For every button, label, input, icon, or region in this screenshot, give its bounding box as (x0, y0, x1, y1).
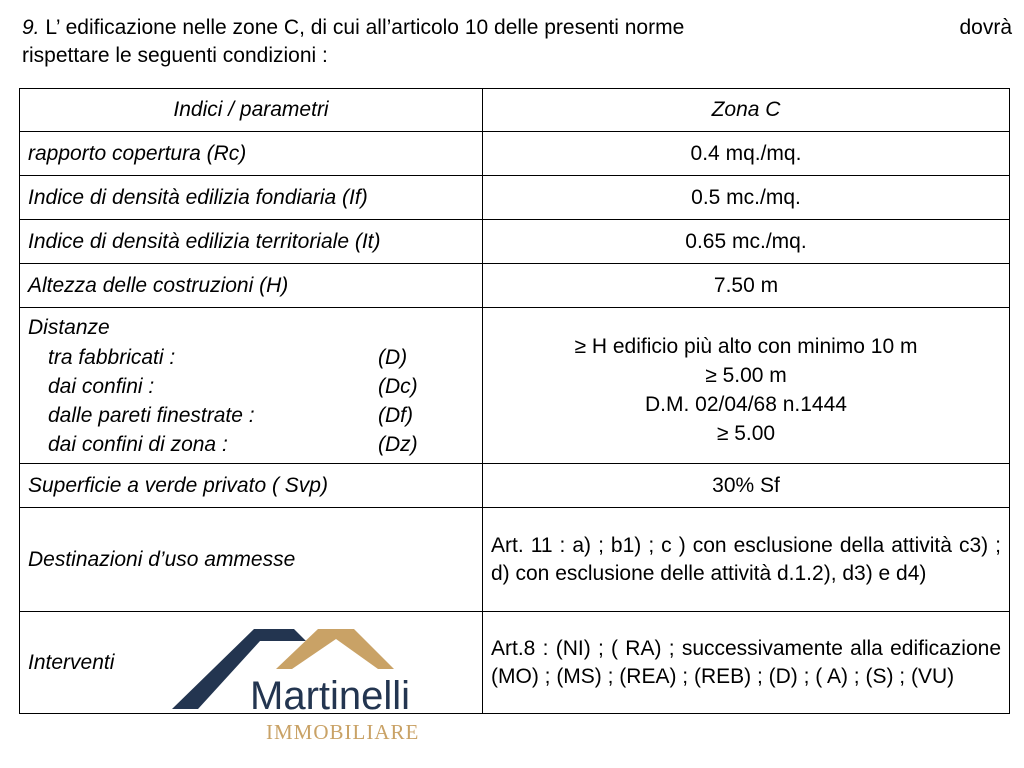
row-value: 7.50 m (483, 264, 1010, 308)
intro-line-1: L’ edificazione nelle zone C, di cui all’articolo 10 delle presenti norme (45, 16, 685, 39)
row-label: Destinazioni d’uso ammesse (20, 508, 483, 612)
row-value: Art.8 : (NI) ; ( RA) ; successivamente alla edificazione (MO) ; (MS) ; (REA) ; (REB) ; (D) ; ( A) ; (S) ; (VU) (483, 612, 1010, 714)
martinelli-logo-watermark (168, 625, 458, 743)
row-value: 0.65 mc./mq. (483, 220, 1010, 264)
distanze-value: ≥ H edificio più alto con minimo 10 m (574, 335, 918, 358)
table-header-row (20, 89, 1010, 132)
table-row (20, 176, 1010, 220)
row-value: 0.5 mc./mq. (483, 176, 1010, 220)
paragraph-number: 9. (22, 16, 40, 39)
table-row (20, 220, 1010, 264)
row-value: Art. 11 : a) ; b1) ; c ) con esclusione della attività c3) ; d) con esclusione delle attività d.1.2), d3) e d4) (483, 508, 1010, 612)
table-row (20, 264, 1010, 308)
distanze-label-cell (20, 308, 483, 464)
table-row (20, 132, 1010, 176)
intro-line-1-end: dovrà (959, 16, 1012, 39)
intro-line-2: rispettare le seguenti condizioni : (22, 44, 328, 67)
parameters-table (19, 88, 1010, 714)
distanze-title: Distanze (28, 315, 110, 339)
distanze-item: tra fabbricati : (D) (48, 345, 408, 369)
verde-row (20, 464, 1010, 508)
distanze-item: dai confini di zona : (Dz) (48, 432, 418, 456)
destinazioni-row (20, 508, 1010, 612)
row-label: rapporto copertura (Rc) (20, 132, 483, 176)
distanze-item: dalle pareti finestrate : (Df) (48, 403, 413, 427)
distanze-value: D.M. 02/04/68 n.1444 (645, 393, 847, 416)
row-value: 30% Sf (483, 464, 1010, 508)
logo-brand-text: Martinelli (250, 674, 411, 718)
distanze-value: ≥ 5.00 (716, 422, 776, 445)
intro-paragraph (22, 14, 1012, 70)
distanze-value: ≥ 5.00 m (705, 364, 787, 387)
row-label: Altezza delle costruzioni (H) (20, 264, 483, 308)
distanze-value-cell (483, 308, 1010, 464)
distanze-row (20, 308, 1010, 464)
row-label: Indice di densità edilizia fondiaria (If) (20, 176, 483, 220)
distanze-item: dai confini : (Dc) (48, 374, 418, 398)
row-label: Indice di densità edilizia territoriale (It) (20, 220, 483, 264)
row-label: Interventi (20, 612, 483, 714)
header-parameters: Indici / parametri (20, 89, 483, 132)
row-value: 0.4 mq./mq. (483, 132, 1010, 176)
logo-sub-text: IMMOBILIARE (266, 720, 420, 743)
row-label: Superficie a verde privato ( Svp) (20, 464, 483, 508)
header-zona: Zona C (483, 89, 1010, 132)
